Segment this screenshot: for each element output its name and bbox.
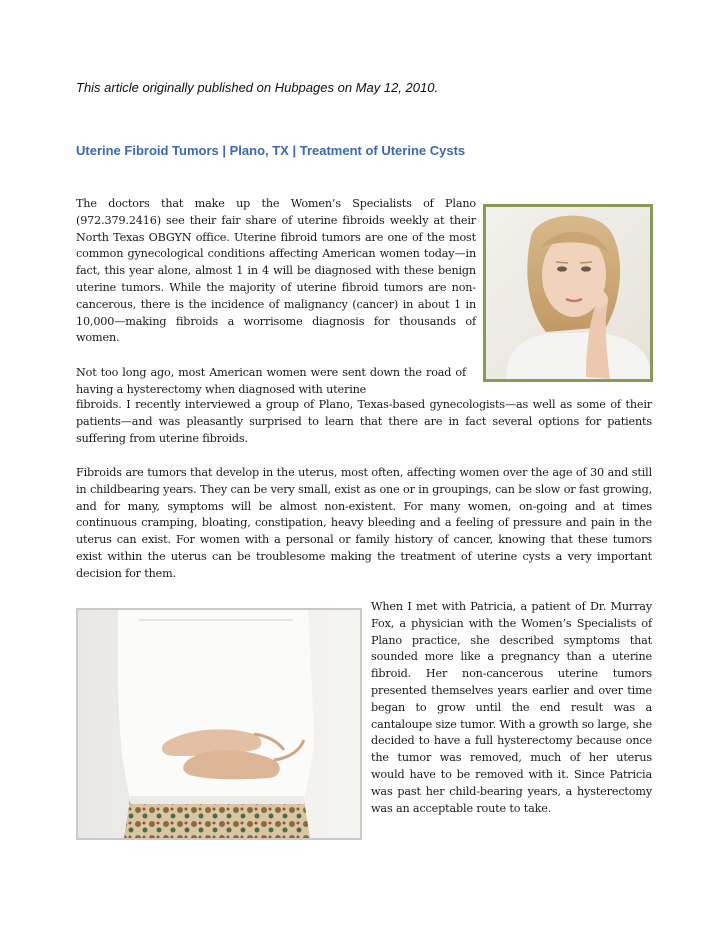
abdomen-hands-photo [76,608,362,840]
paragraph-2-continued: fibroids. I recently interviewed a group of Plano, Texas-based gynecologists—as well as some of their patients—and was pleasantly surprised to learn that there are in fact several options for patients suffering from uterine fibroids. [76,398,652,445]
paragraph-4: When I met with Patricia, a patient of Dr. Murray Fox, a physician with the Women’s Specialists of Plano practice, she described symptoms that sounded more like a pregnancy than a uterine fibroid. Her non-cancerous uterine tumors presented themselves years earlier and over time began to grow until the end result was a cantaloupe size tumor. With a growth so large, she decided to have a full hysterectomy because once the tumor was removed, much of her uterus would have to be removed with it. Since Patricia was past her child-bearing years, a hysterectomy was an acceptable route to take. [371,600,652,815]
article-title: Uterine Fibroid Tumors | Plano, TX | Treatment of Uterine Cysts [76,143,466,158]
paragraph-3: Fibroids are tumors that develop in the uterus, most often, affecting women over the age of 30 and still in childbearing years. They can be very small, exist as one or in groupings, can be slow or fast growing, and for many, symptoms will be almost non-existent. For many women, on-going and at times continuous cramping, bloating, constipation, heavy bleeding and a feeling of pressure and pain in the uterus can exist. For women with a personal or family history of cancer, knowing that these tumors exist within the uterus can be troublesome making the treatment of uterine cysts a very important decision for them. [76,466,652,580]
abdomen-hands-illustration [78,610,360,838]
woman-portrait-illustration [486,207,650,379]
woman-portrait-photo [483,204,653,382]
publication-note: This article originally published on Hubpages on May 12, 2010. [76,80,439,95]
paragraph-1: The doctors that make up the Women’s Specialists of Plano (972.379.2416) see their fair share of uterine fibroids weekly at their North Texas OBGYN office. Uterine fibroid tumors are one of the most common gynecological conditions affecting American women today—in fact, this year alone, almost 1 in 4 will be diagnosed with these benign uterine tumors. While the majority of uterine fibroid tumors are non-cancerous, there is the incidence of malignancy (cancer) in about 1 in 10,000—making fibroids a worrisome diagnosis for thousands of women. [76,197,476,345]
paragraph-2-start: Not too long ago, most American women were sent down the road of having a hysterectomy when diagnosed with uterine [76,366,466,396]
